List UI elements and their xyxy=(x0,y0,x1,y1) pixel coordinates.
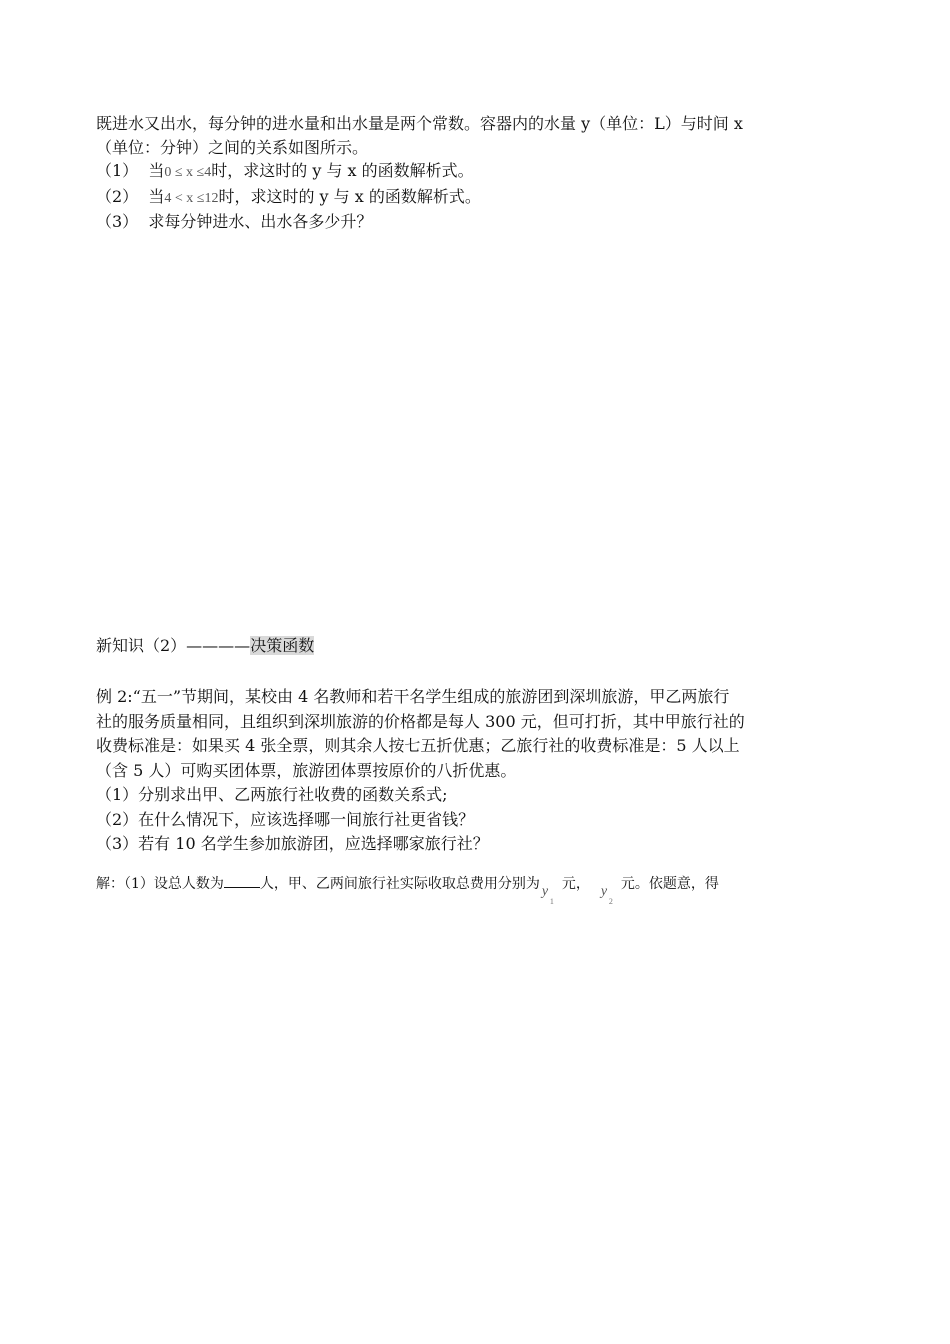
item-number: （3） xyxy=(96,212,139,231)
example-2-line-4: （含 5 人）可购买团体票，旅游团体票按原价的八折优惠。 xyxy=(96,760,517,780)
item-pre: 当 xyxy=(148,186,165,206)
example-2-line-3: 收费标准是：如果买 4 张全票，则其余人按七五折优惠；乙旅行社的收费标准是：5 人以上 xyxy=(96,736,740,755)
example-2-line-2: 社的服务质量相同，且组织到深圳旅游的价格都是每人 300 元，但可打折，其中甲旅行社的 xyxy=(96,711,745,731)
problem-1-item-2 xyxy=(96,185,856,211)
solution-part-2: 人，甲、乙两间旅行社实际收取总费用分别为 xyxy=(259,876,540,892)
section-highlight: 决策函数 xyxy=(250,636,315,655)
item-post: 时，求这时的 y 与 x 的函数解析式。 xyxy=(211,161,474,180)
item-text: 求每分钟进水、出水各多少升？ xyxy=(148,212,373,231)
problem-1-item-3 xyxy=(96,210,856,234)
item-number: （1） xyxy=(96,161,139,180)
example-2 xyxy=(96,685,856,857)
problem-1 xyxy=(96,112,856,234)
y2-variable: y 2 xyxy=(600,884,613,906)
section-prefix: 新知识（2）———— xyxy=(96,636,251,655)
example-2-question-1: （1）分别求出甲、乙两旅行社收费的函数关系式; xyxy=(96,785,448,804)
solution-line xyxy=(96,873,856,906)
inequality-math: 4 < x ≤12 xyxy=(164,190,219,206)
answer-blank xyxy=(224,873,260,888)
y1-variable: y 1 xyxy=(541,884,554,906)
item-post: 时，求这时的 y 与 x 的函数解析式。 xyxy=(218,186,481,206)
solution-part-4: 元。依题意，得 xyxy=(620,876,719,892)
example-2-question-3: （3）若有 10 名学生参加旅游团，应选择哪家旅行社？ xyxy=(96,834,489,853)
example-2-line-1: 例 2:“五一”节期间，某校由 4 名教师和若干名学生组成的旅游团到深圳旅游，甲乙两旅行 xyxy=(96,687,730,706)
inequality-math: 0 ≤ x ≤4 xyxy=(164,165,212,180)
item-pre: 当 xyxy=(148,161,165,180)
solution-part-1: 解：（1）设总人数为 xyxy=(96,876,224,892)
example-2-question-2: （2）在什么情况下，应该选择哪一间旅行社更省钱？ xyxy=(96,809,475,829)
section-heading xyxy=(96,634,856,658)
solution-part-3: 元， xyxy=(561,876,590,892)
problem-1-line-2: （单位：分钟）之间的关系如图所示。 xyxy=(96,137,369,157)
item-number: （2） xyxy=(96,186,139,206)
problem-1-item-1 xyxy=(96,159,856,185)
problem-1-line-1: 既进水又出水，每分钟的进水量和出水量是两个常数。容器内的水量 y（单位：L）与时间 x xyxy=(96,114,743,133)
